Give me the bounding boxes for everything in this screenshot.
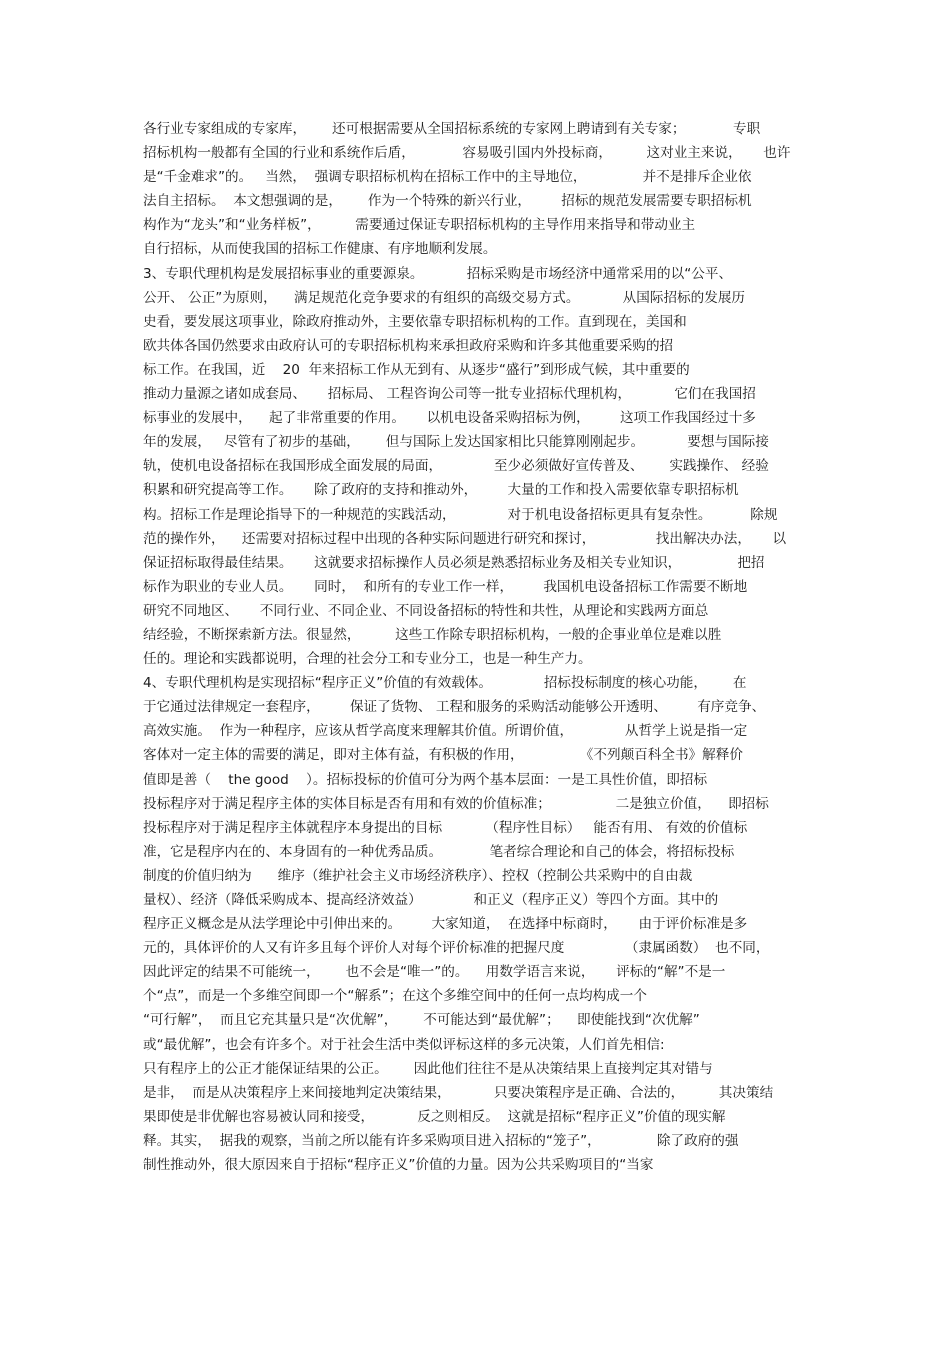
text-line: 范的操作外， 还需要对招标过程中出现的各种实际问题进行研究和探讨， 找出解决办法， 以 [143, 530, 787, 547]
text-line: 是非， 而是从决策程序上来间接地判定决策结果， 只要决策程序是正确、合法的， 其决策结 [143, 1084, 774, 1101]
text-line: 4、专职代理机构是实现招标“程序正义”价值的有效载体。 招标投标制度的核心功能， 在 [143, 675, 747, 692]
text-line: 准，它是程序内在的、本身固有的一种优秀品质。 笔者综合理论和自己的体会，将招标投标 [143, 843, 735, 860]
text-line: 任的。理论和实践都说明，合理的社会分工和专业分工，也是一种生产力。 [143, 651, 592, 668]
text-line: 高效实施。 作为一种程序，应该从哲学高度来理解其价值。所谓价值， 从哲学上说是指一定 [143, 723, 748, 740]
text-line: 是“千金难求”的。 当然， 强调专职招标机构在招标工作中的主导地位， 并不是排斥企业依 [143, 169, 752, 186]
text-line: 标事业的发展中， 起了非常重要的作用。 以机电设备采购招标为例， 这项工作我国经过十多 [143, 410, 756, 427]
text-line: 值即是善（ the good ）。招标投标的价值可分为两个基本层面：一是工具性价值，即招标 [143, 771, 708, 788]
text-line: 各行业专家组成的专家库， 还可根据需要从全国招标系统的专家网上聘请到有关专家； 专职 [143, 121, 761, 137]
text-line: 构作为“龙头”和“业务样板”， 需要通过保证专职招标机构的主导作用来指导和带动业主 [143, 217, 696, 234]
text-line: 史看，要发展这项事业，除政府推动外，主要依靠专职招标机构的工作。直到现在，美国和 [143, 313, 687, 330]
text-line: 或“最优解”，也会有许多个。对于社会生活中类似评标这样的多元决策，人们首先相信: [143, 1036, 665, 1053]
text-line: 欧共体各国仍然要求由政府认可的专职招标机构来承担政府采购和许多其他重要采购的招 [143, 337, 674, 354]
text-line: 果即使是非优解也容易被认同和接受， 反之则相反。 这就是招标“程序正义”价值的现实解 [143, 1108, 726, 1125]
text-line: 法自主招标。 本文想强调的是， 作为一个特殊的新兴行业， 招标的规范发展需要专职招标机 [143, 193, 752, 210]
text-line: 公开、 公正”为原则， 满足规范化竞争要求的有组织的高级交易方式。 从国际招标的发展历 [143, 289, 746, 306]
text-line: 投标程序对于满足程序主体的实体目标是否有用和有效的价值标准； 二是独立价值， 即招标 [143, 795, 769, 812]
text-line: “可行解”， 而且它充其量只是“次优解”， 不可能达到“最优解”； 即使能找到“次优解” [143, 1012, 700, 1029]
text-line: 个“点”，而是一个多维空间即一个“解系”；在这个多维空间中的任何一点均构成一个 [143, 988, 647, 1005]
text-line: 制度的价值归纳为 维序（维护社会主义市场经济秩序）、控权（控制公共采购中的自由裁 [143, 867, 693, 884]
text-line: 构。招标工作是理论指导下的一种规范的实践活动， 对于机电设备招标更具有复杂性。 除规 [143, 506, 778, 523]
text-line: 年的发展， 尽管有了初步的基础， 但与国际上发达国家相比只能算刚刚起步。 要想与国际接 [143, 434, 769, 451]
text-line: 轨，使机电设备招标在我国形成全面发展的局面， 至少必须做好宣传普及、 实践操作、 经验 [143, 458, 769, 475]
text-line: 标工作。在我国，近 20 年来招标工作从无到有、从逐步“盛行”到形成气候，其中重要的 [143, 361, 690, 378]
text-line: 保证招标取得最佳结果。 这就要求招标操作人员必须是熟悉招标业务及相关专业知识， 把招 [143, 554, 765, 571]
text-line: 于它通过法律规定一套程序， 保证了货物、 工程和服务的采购活动能够公开透明、 有序竞争、 [143, 699, 766, 716]
text-line: 结经验，不断探索新方法。很显然， 这些工作除专职招标机构，一般的企事业单位是难以胜 [143, 626, 722, 643]
text-line: 投标程序对于满足程序主体就程序本身提出的目标 （程序性目标） 能否有用、 有效的价值标 [143, 819, 748, 836]
text-line: 招标机构一般都有全国的行业和系统作后盾， 容易吸引国内外投标商， 这对业主来说， 也许 [143, 145, 791, 162]
text-line: 只有程序上的公正才能保证结果的公正。 因此他们往往不是从决策结果上直接判定其对错与 [143, 1060, 713, 1077]
document-body-text [143, 117, 808, 1177]
text-line: 因此评定的结果不可能统一， 也不会是“唯一”的。 用数学语言来说， 评标的“解”不是一 [143, 964, 726, 981]
text-line: 程序正义概念是从法学理论中引伸出来的。 大家知道， 在选择中标商时， 由于评价标准是多 [143, 916, 748, 933]
text-line: 元的，具体评价的人又有许多且每个评价人对每个评价标准的把握尺度 （隶属函数） 也不同， [143, 940, 770, 957]
text-line: 标作为职业的专业人员。 同时， 和所有的专业工作一样， 我国机电设备招标工作需要不断地 [143, 578, 748, 595]
text-line: 积累和研究提高等工作。 除了政府的支持和推动外， 大量的工作和投入需要依靠专职招标机 [143, 482, 739, 499]
text-line: 自行招标，从而使我国的招标工作健康、有序地顺利发展。 [143, 241, 497, 258]
text-line: 制性推动外，很大原因来自于招标“程序正义”价值的力量。因为公共采购项目的“当家 [143, 1157, 654, 1174]
text-line: 研究不同地区、 不同行业、不同企业、不同设备招标的特性和共性，从理论和实践两方面总 [143, 602, 709, 619]
text-line: 3、专职代理机构是发展招标事业的重要源泉。 招标采购是市场经济中通常采用的以“公平、 [143, 265, 733, 282]
text-line: 推动力量源之诸如成套局、 招标局、 工程咨询公司等一批专业招标代理机构， 它们在我国招 [143, 386, 756, 403]
text-line: 客体对一定主体的需要的满足，即对主体有益，有积极的作用， 《不列颠百科全书》解释价 [143, 747, 743, 764]
text-line: 量权）、经济（降低采购成本、提高经济效益） 和正义（程序正义）等四个方面。其中的 [143, 892, 719, 908]
text-line: 释。其实， 据我的观察，当前之所以能有许多采购项目进入招标的“笼子”， 除了政府的强 [143, 1132, 739, 1149]
